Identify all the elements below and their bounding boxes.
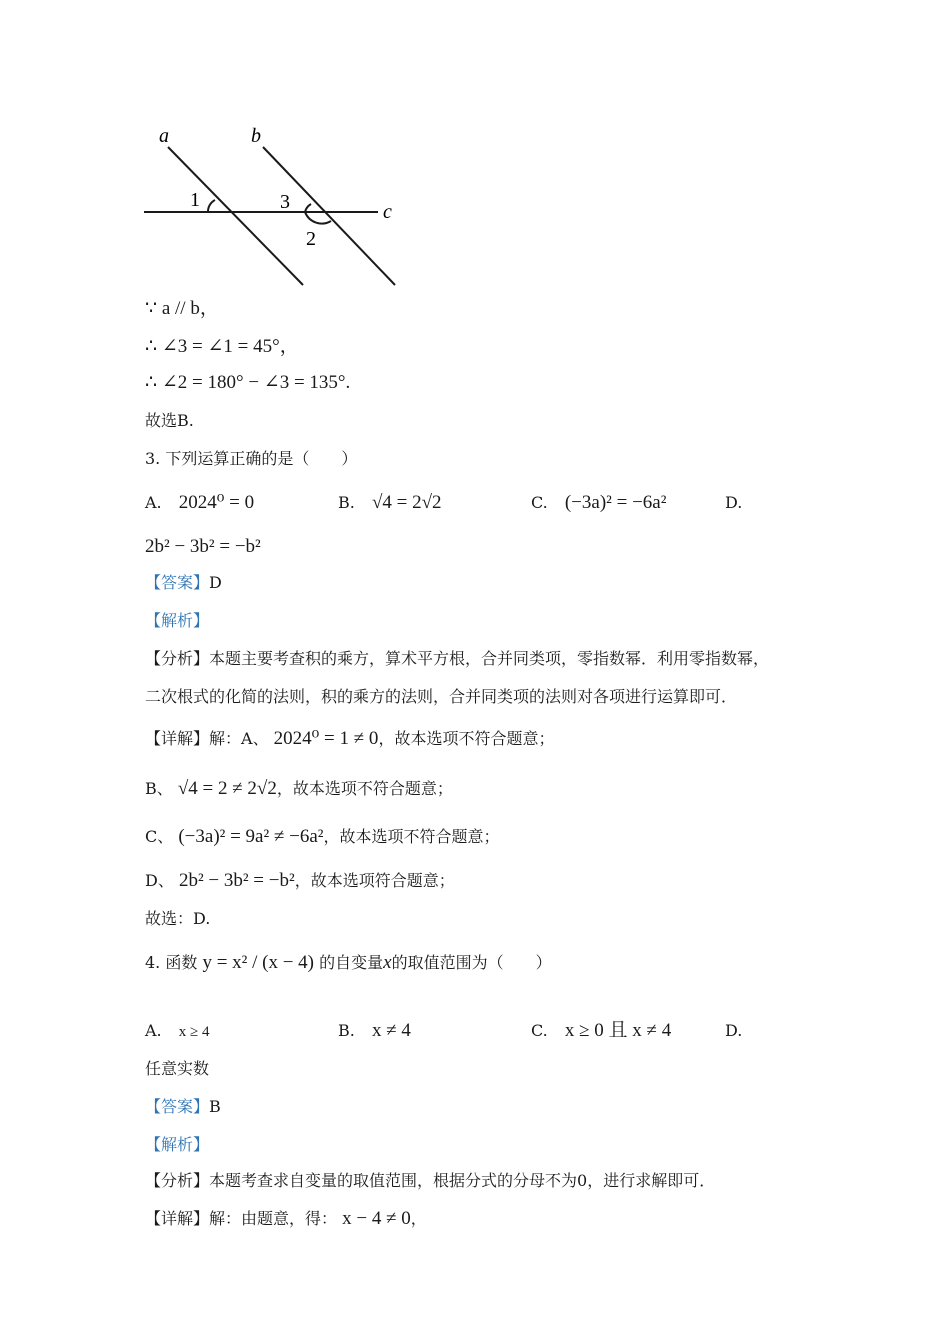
q3-stem: 3. 下列运算正确的是（ ） bbox=[145, 449, 358, 468]
q3-option-c-expr: (−3a)² = −6a² bbox=[564, 492, 667, 513]
q3-fenxi-1 bbox=[145, 648, 769, 670]
q3-detail-b-prefix: B、 bbox=[145, 779, 173, 798]
q4-option-b-label: B. bbox=[338, 1021, 355, 1040]
q3-fenxi-tag: 【分析】 bbox=[145, 649, 210, 668]
q3-option-d-expr: 2b² − 3b² = −b² bbox=[145, 536, 261, 557]
q3-detail-b bbox=[145, 778, 453, 800]
q4-fenxi bbox=[145, 1170, 715, 1192]
q4-detail-prefix: 解：由题意，得： bbox=[209, 1209, 338, 1228]
q4-detail bbox=[145, 1208, 427, 1230]
q4-fenxi-text: 本题考查求自变量的取值范围，根据分式的分母不为0，进行求解即可． bbox=[209, 1171, 716, 1190]
q3-conclusion: 故选：D. bbox=[145, 909, 211, 928]
label-a: a bbox=[159, 125, 169, 147]
q4-option-b bbox=[338, 1020, 411, 1042]
q3-detail-b-suffix: ，故本选项不符合题意； bbox=[276, 779, 453, 798]
q4-option-c bbox=[531, 1020, 671, 1042]
q2-step-3: ∴ ∠2 = 180° − ∠3 = 135°. bbox=[145, 372, 351, 393]
q3-option-b-label: B. bbox=[338, 493, 355, 512]
angle-3-arc bbox=[305, 204, 311, 212]
q4-stem-prefix: 4. 函数 bbox=[145, 953, 198, 972]
q4-option-c-label: C. bbox=[531, 1021, 548, 1040]
q3-detail-d-suffix: ，故本选项符合题意； bbox=[294, 871, 455, 890]
q4-fenxi-tag: 【分析】 bbox=[145, 1171, 210, 1190]
label-angle-3: 3 bbox=[280, 191, 290, 213]
q4-stem-var: x bbox=[383, 952, 392, 973]
q4-answer bbox=[145, 1096, 221, 1118]
q3-analysis-tag: 【解析】 bbox=[145, 611, 210, 630]
q3-option-a-label: A. bbox=[145, 493, 162, 512]
q4-stem-suffix-2: 的取值范围为（ ） bbox=[391, 953, 552, 972]
q4-option-c-expr: x ≥ 0 且 x ≠ 4 bbox=[564, 1020, 672, 1041]
q3-detail-a-expr: 2024⁰ = 1 ≠ 0 bbox=[273, 728, 379, 749]
q3-option-c-label: C. bbox=[531, 493, 548, 512]
q3-detail-a-prefix: 解：A、 bbox=[209, 729, 269, 748]
angle-1-arc bbox=[208, 200, 215, 212]
label-b: b bbox=[251, 125, 261, 147]
q3-option-b bbox=[338, 492, 442, 514]
label-angle-1: 1 bbox=[190, 189, 200, 211]
q3-detail-a-suffix: ，故本选项不符合题意； bbox=[378, 729, 555, 748]
q4-stem-suffix-1: 的自变量 bbox=[319, 953, 384, 972]
q3-detail-c-expr: (−3a)² = 9a² ≠ −6a² bbox=[178, 826, 324, 847]
q3-option-c bbox=[531, 492, 666, 514]
label-c: c bbox=[383, 201, 392, 223]
q3-detail-b-expr: √4 = 2 ≠ 2√2 bbox=[177, 778, 277, 799]
q4-answer-value: B bbox=[209, 1097, 221, 1116]
q3-fenxi-text-2: 二次根式的化简的法则，积的乘方的法则，合并同类项的法则对各项进行运算即可． bbox=[145, 687, 738, 706]
q3-option-d-label: D. bbox=[725, 493, 743, 512]
q4-detail-expr: x − 4 ≠ 0 bbox=[342, 1208, 411, 1229]
q4-detail-tag: 【详解】 bbox=[145, 1209, 210, 1228]
q3-detail-c-suffix: ，故本选项不符合题意； bbox=[323, 827, 500, 846]
q3-detail-tag: 【详解】 bbox=[145, 729, 210, 748]
q3-option-a bbox=[145, 492, 254, 514]
q4-analysis-tag: 【解析】 bbox=[145, 1135, 210, 1154]
q4-option-b-expr: x ≠ 4 bbox=[371, 1020, 411, 1041]
q3-answer bbox=[145, 572, 222, 594]
q3-detail-c-prefix: C、 bbox=[145, 827, 174, 846]
q4-stem-expr: y = x² / (x − 4) bbox=[202, 952, 315, 973]
q4-stem bbox=[145, 952, 552, 974]
q4-option-a bbox=[145, 1020, 209, 1043]
parallel-lines-figure bbox=[135, 120, 415, 295]
q2-step-1: ∵ a // b， bbox=[145, 298, 219, 319]
q3-option-b-expr: √4 = 2√2 bbox=[371, 492, 442, 513]
q4-detail-suffix: ， bbox=[410, 1209, 427, 1228]
q3-detail-c bbox=[145, 826, 499, 848]
q3-detail-a bbox=[145, 728, 554, 750]
q4-option-d-label: D. bbox=[725, 1021, 743, 1040]
q3-fenxi-text-1: 本题主要考查积的乘方，算术平方根，合并同类项，零指数幂．利用零指数幂， bbox=[209, 649, 770, 668]
q2-step-2: ∴ ∠3 = ∠1 = 45°， bbox=[145, 336, 299, 357]
q3-detail-d-expr: 2b² − 3b² = −b² bbox=[178, 870, 295, 891]
q4-option-d-expr: 任意实数 bbox=[145, 1059, 210, 1078]
q3-answer-tag: 【答案】 bbox=[145, 573, 210, 592]
q3-detail-d bbox=[145, 870, 455, 892]
q4-answer-tag: 【答案】 bbox=[145, 1097, 210, 1116]
q3-option-a-expr: 2024⁰ = 0 bbox=[178, 492, 255, 513]
q4-option-a-expr: x ≥ 4 bbox=[178, 1024, 210, 1040]
q3-answer-value: D bbox=[209, 573, 222, 592]
q2-conclusion: 故选B. bbox=[145, 411, 194, 430]
q3-detail-d-prefix: D、 bbox=[145, 871, 174, 890]
q4-option-a-label: A. bbox=[145, 1021, 162, 1040]
label-angle-2: 2 bbox=[306, 228, 316, 250]
